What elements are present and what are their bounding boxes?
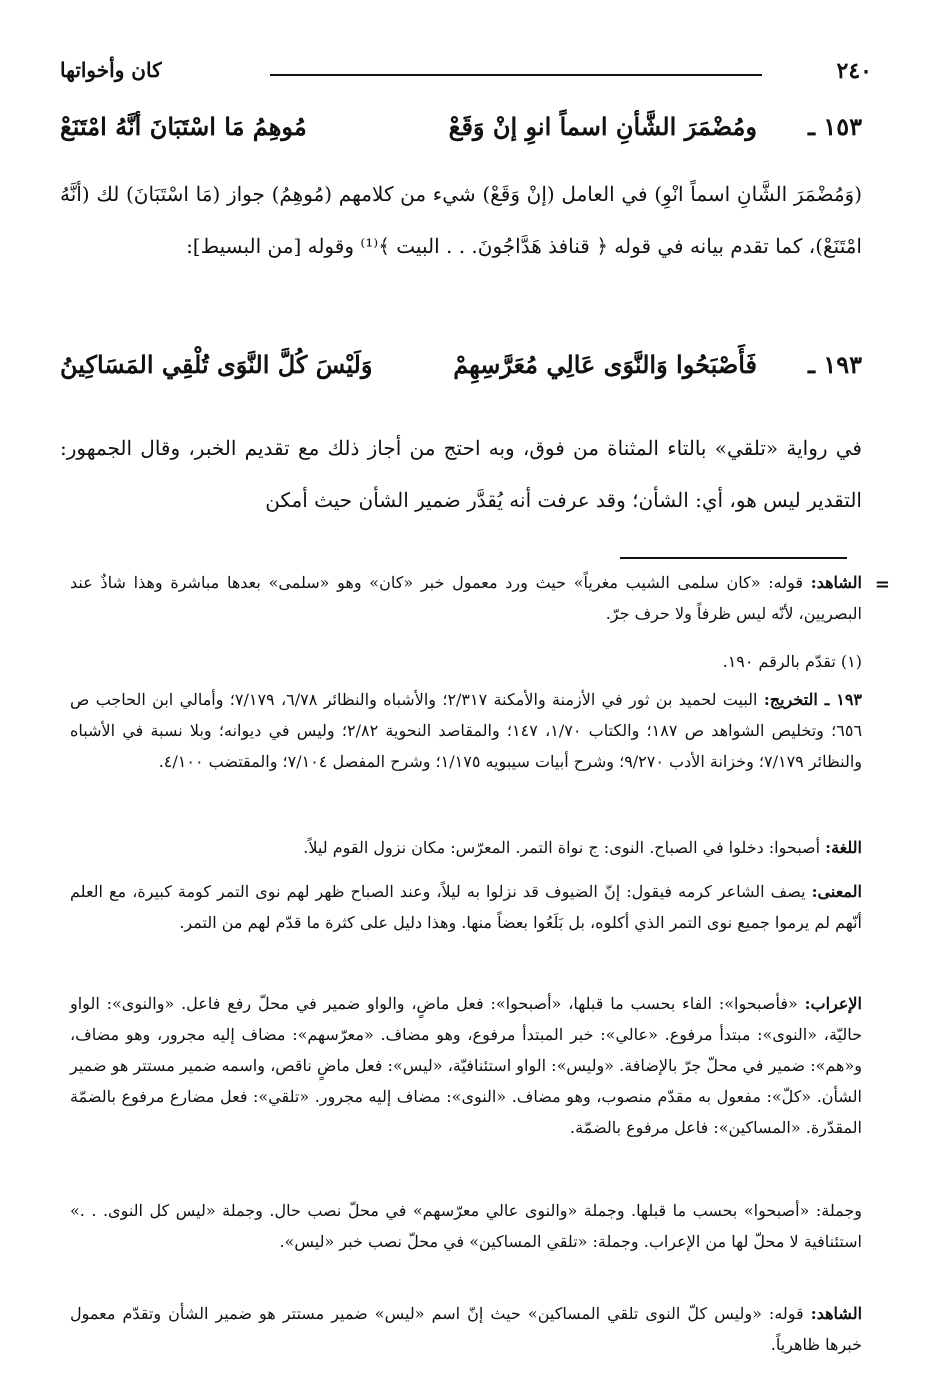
commentary-text: في رواية «تلقي» بالتاء المثناة من فوق، وبه احتج من أجاز ذلك مع تقديم الخبر، وقال الجمهور: التقدير ليس هو، أي: الشأن؛ وقد عرفت أنه يُقدَّر ضمير الشأن حيث أمكن <box>60 436 862 512</box>
footnote-text: يصف الشاعر كرمه فيقول: إنّ الضيوف قد نزلوا به ليلاً، وعند الصباح ظهر لهم نوى التمر كومة كبيرة، مع العلم أنّهم لم يرموا جميع نوى التمر الذي أكلوه، بل بَلَعُوا بعضاً منها. وهذا دليل على كثرة ما قدّم لهم من التمر. <box>70 882 862 932</box>
alfiyya-verse-153 <box>60 112 862 156</box>
verse-number: ١٩٣ ـ <box>807 350 862 379</box>
commentary-text: (وَمُضْمَرَ الشَّانِ اسماً انْوِ) في العامل (إنْ وَقَعْ) شيء من كلامهم (مُوهِمُ) جواز (مَا اسْتَبَانَ) لك (أنَّهُ امْتَنَعْ)، كما تقدم بيانه في قوله ﴿ قنافذ هَدَّاجُونَ. . . البيت ﴾⁽¹⁾ وقوله [من البسيط]: <box>60 182 862 258</box>
chapter-title: كان وأخواتها <box>60 58 162 82</box>
footnote-lugha <box>70 832 862 863</box>
footnote-text: قوله: «كان سلمى الشيب مغرياً» حيث ورد معمول خبر «كان» وهو «سلمى» بعدها مباشرة وهذا شاذٌ عند البصريين، لأنّه ليس ظرفاً ولا حرف جرّ. <box>70 573 862 623</box>
verse-first-hemistich: ومُضْمَرَ الشَّأنِ اسماً انوِ إنْ وَقَعْ <box>448 112 757 141</box>
footnote-label: ١٩٣ ـ التخريج: <box>763 690 862 709</box>
page-number: ٢٤٠ <box>836 58 872 84</box>
footnote-shahid <box>70 1298 862 1360</box>
footnote-label: الشاهد: <box>810 573 862 592</box>
footnote-takhrij <box>70 684 862 777</box>
footnote-text: البيت لحميد بن ثور في الأزمنة والأمكنة ٢/٣١٧؛ والأشباه والنظائر ٦/٧٨، ٧/١٧٩؛ وأمالي ابن الحاجب ص ٦٥٦؛ وتخليص الشواهد ص ١٨٧؛ والكتاب ١/٧٠، ١٤٧؛ والمقاصد النحوية ٢/٨٢؛ وليس في ديوانه؛ وبلا نسبة في الأشباه والنظائر ٧/١٧٩؛ وخزانة الأدب ٩/٢٧٠؛ وشرح أبيات سيبويه ١/١٧٥؛ وشرح المفصل ٧/١٠٤؛ والمقتضب ٤/١٠٠. <box>70 690 863 771</box>
footnote-text: «فأصبحوا»: الفاء بحسب ما قبلها، «أصبحوا»: فعل ماضٍ، والواو ضمير في محلّ رفع فاعل. «والنوى»: الواو حاليّة، «النوى»: مبتدأ مرفوع. «عالي»: خبر المبتدأ مرفوع، وهو مضاف. «معرّسهم»: مضاف إليه مجرور، وهو مضاف، و«هم»: ضمير في محلّ جرّ بالإضافة. «وليس»: الواو استئنافيّة، «ليس»: فعل ماضٍ ناقص، واسمه ضمير مستتر هو ضمير الشأن. «كلّ»: مفعول به مقدّم منصوب، وهو مضاف. «النوى»: مضاف إليه مجرور. «تلقي»: فعل مضارع مرفوع بالضمّة المقدّرة. «المساكين»: فاعل مرفوع بالضمّة. <box>70 994 862 1137</box>
footnote-label: المعنى: <box>811 882 862 901</box>
footnote-shahid-previous <box>70 567 890 629</box>
verse-first-hemistich: فَأَصْبَحُوا وَالنَّوَى عَالِي مُعَرَّسِهِمْ <box>453 350 757 379</box>
footnote-separator <box>620 557 847 559</box>
commentary-paragraph <box>60 168 862 272</box>
shahid-verse-193 <box>60 350 862 394</box>
commentary-paragraph <box>60 422 862 526</box>
footnote-text: أصبحوا: دخلوا في الصباح. النوى: ج نواة التمر. المعرّس: مكان نزول القوم ليلاً. <box>303 838 821 857</box>
footnote-irab <box>70 988 862 1143</box>
header-rule <box>270 74 762 76</box>
verse-number: ١٥٣ ـ <box>807 112 862 141</box>
footnote-text: وجملة: «أصبحوا» بحسب ما قبلها. وجملة «والنوى عالي معرّسهم» في محلّ نصب حال. وجملة «ليس كل النوى. . .» استئنافية لا محلّ لها من الإعراب. وجملة: «تلقي المساكين» في محلّ نصب خبر «ليس». <box>70 1201 862 1251</box>
footnote-label: اللغة: <box>825 838 862 857</box>
footnote-label: الإعراب: <box>804 994 862 1013</box>
continuation-mark: = <box>874 574 890 595</box>
verse-second-hemistich: وَلَيْسَ كُلَّ النَّوَى تُلْقِي المَسَاكِينُ <box>60 350 373 379</box>
footnote-text: (١) تقدّم بالرقم ١٩٠. <box>722 652 862 671</box>
page-header <box>60 58 872 88</box>
footnote-mana <box>70 876 862 938</box>
footnote-label: الشاهد: <box>810 1304 863 1323</box>
footnote-jumal <box>70 1195 862 1257</box>
footnote-1 <box>70 646 862 677</box>
verse-second-hemistich: مُوهِمُ مَا اسْتَبَانَ أنَّهُ امْتَنَعْ <box>60 112 307 141</box>
footnote-text: قوله: «وليس كلّ النوى تلقي المساكين» حيث إنّ اسم «ليس» ضمير مستتر هو ضمير الشأن وتقدّم معمول خبرها ظاهرياً. <box>70 1304 862 1354</box>
